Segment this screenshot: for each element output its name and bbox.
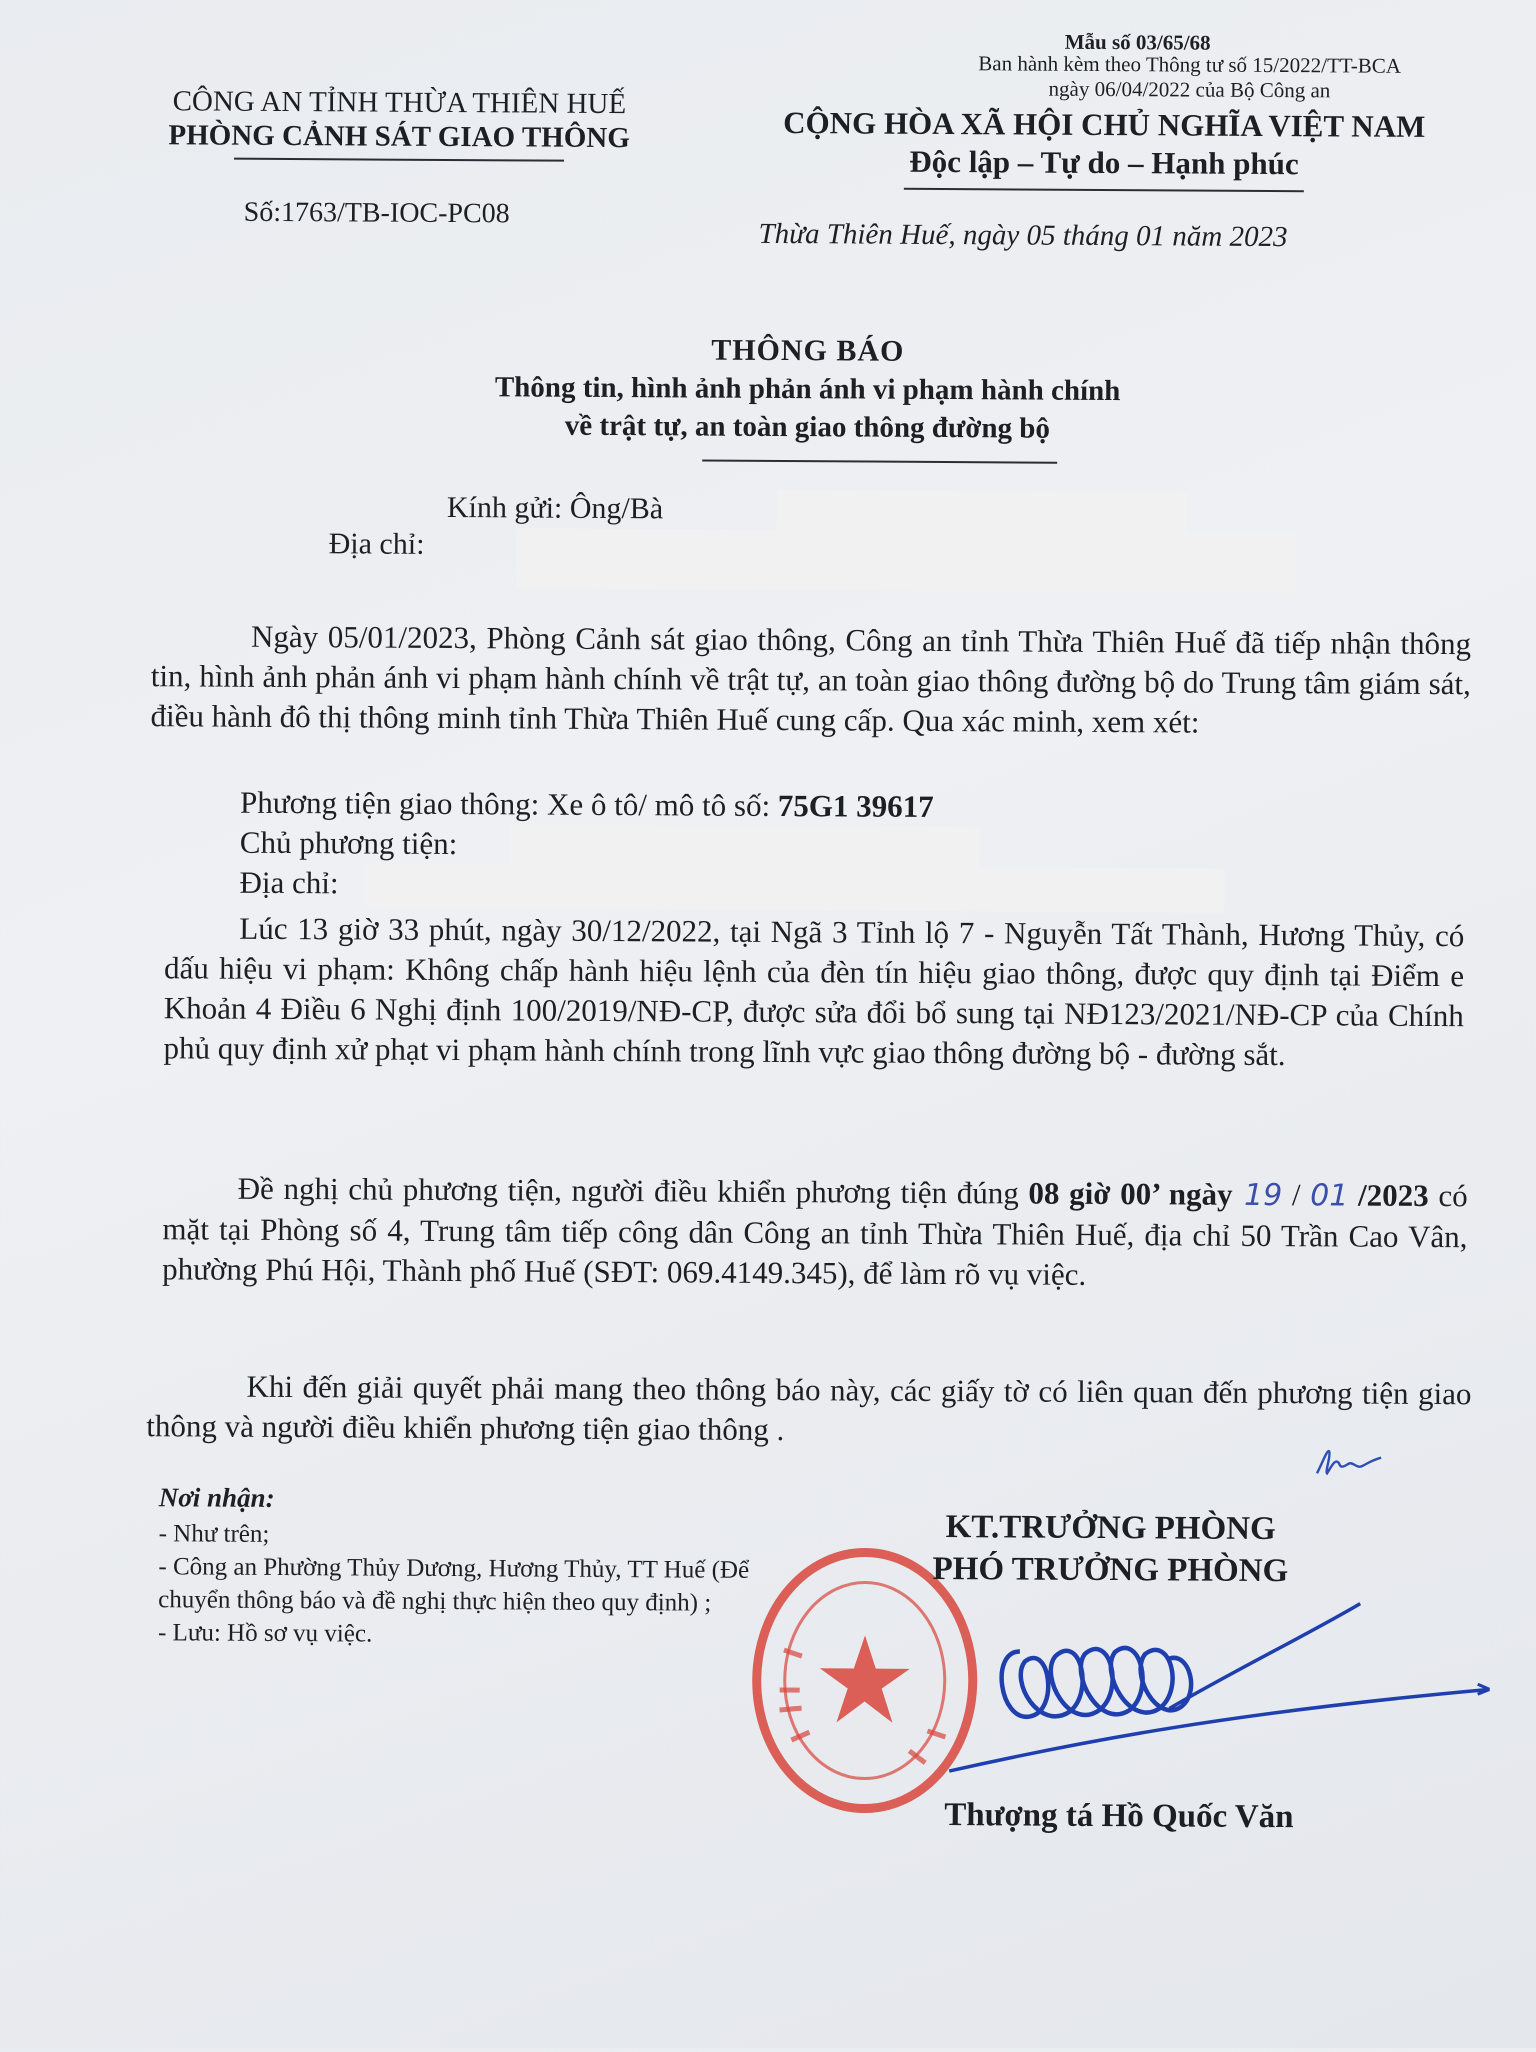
recipient-item: - Như trên; bbox=[158, 1520, 270, 1548]
republic-header bbox=[714, 104, 1494, 185]
title-sub-1: Thông tin, hình ảnh phản ánh vi phạm hành chính bbox=[494, 371, 1121, 408]
redacted-owner bbox=[510, 824, 980, 869]
owner-label: Chủ phương tiện: bbox=[239, 824, 458, 862]
document-number: Số:1763/TB-IOC-PC08 bbox=[243, 196, 510, 230]
issued-line-2: ngày 06/04/2022 của Bộ Công an bbox=[1048, 76, 1331, 103]
paragraph-violation: Lúc 13 giờ 33 phút, ngày 30/12/2022, tại Ngã 3 Tỉnh lộ 7 - Nguyễn Tất Thành, Hương Thủy, có dấu hiệu vi phạm: Không chấp hành hiệu lệnh của đèn tín hiệu giao thông, được quy định tại Điểm e Khoản 4 Điều 6 Nghị định 100/2019/NĐ-CP, được sửa đổi bổ sung tại NĐ123/2021/NĐ-CP của Chính phủ quy định xử phạt vi phạm hành chính trong lĩnh vực giao thông đường bộ - đường sắt. bbox=[163, 910, 1465, 1073]
agency-underline bbox=[234, 158, 564, 162]
paragraph-instructions: Khi đến giải quyết phải mang theo thông báo này, các giấy tờ có liên quan đến phương tiện giao thông và người điều khiển phương tiện giao thông . bbox=[146, 1368, 1472, 1448]
paragraph-appointment bbox=[162, 1168, 1468, 1297]
owner-address-line bbox=[239, 865, 338, 902]
handwritten-signature bbox=[929, 1591, 1490, 1794]
title-main: THÔNG BÁO bbox=[711, 333, 905, 368]
agency-header bbox=[119, 84, 679, 155]
recipients-label: Nơi nhận: bbox=[158, 1482, 275, 1513]
national-motto: Độc lập – Tự do – Hạnh phúc bbox=[909, 143, 1299, 182]
title-underline bbox=[702, 460, 1057, 464]
vehicle-label: Phương tiện giao thông: Xe ô tô/ mô tô số: bbox=[239, 784, 778, 824]
owner-line bbox=[240, 825, 458, 862]
recipient-item: - Lưu: Hồ sơ vụ việc. bbox=[157, 1619, 373, 1648]
appointment-year: /2023 bbox=[1348, 1177, 1429, 1213]
issued-by bbox=[889, 51, 1489, 105]
owner-address-label: Địa chỉ: bbox=[239, 864, 339, 901]
agency-parent: CÔNG AN TỈNH THỪA THIÊN HUẾ bbox=[172, 85, 627, 121]
signature-line-1: KT.TRƯỞNG PHÒNG bbox=[945, 1509, 1276, 1548]
signer-name: Thượng tá Hồ Quốc Văn bbox=[944, 1797, 1294, 1836]
place-date: Thừa Thiên Huế, ngày 05 tháng 01 năm 2023 bbox=[758, 217, 1288, 254]
initials-mark bbox=[1313, 1441, 1383, 1481]
appointment-time: 08 giờ 00’ ngày bbox=[1028, 1175, 1233, 1212]
title-sub-2: về trật tự, an toàn giao thông đường bộ bbox=[564, 409, 1051, 445]
signature-line-2: PHÓ TRƯỞNG PHÒNG bbox=[932, 1550, 1289, 1590]
recipient-address-label: Địa chỉ: bbox=[328, 527, 425, 561]
recipients-list bbox=[158, 1517, 779, 1653]
vehicle-plate: 75G1 39617 bbox=[777, 788, 934, 824]
motto-underline bbox=[904, 188, 1304, 192]
agency-department: PHÒNG CẢNH SÁT GIAO THÔNG bbox=[168, 119, 630, 155]
form-code: Mẫu số 03/65/68 bbox=[1064, 29, 1211, 55]
date-separator: / bbox=[1282, 1177, 1311, 1213]
issued-line-1: Ban hành kèm theo Thông tư số 15/2022/TT-BCA bbox=[978, 51, 1401, 78]
recipient-item: - Công an Phường Thủy Dương, Hương Thủy, TT Huế (Để chuyển thông báo và đề nghị thực hiện theo quy định) ; bbox=[158, 1553, 750, 1617]
redacted-name bbox=[777, 490, 1187, 535]
document-page bbox=[48, 0, 1500, 2052]
vehicle-line bbox=[240, 785, 934, 825]
appointment-text-b: có mặt tại Phòng số 4, Trung tâm tiếp công dân Công an tỉnh Thừa Thiên Huế, địa chỉ 50 Trần Cao Vân, phường Phú Hội, Thành phố Huế (SĐT: 069.4149.345), để làm rõ vụ việc. bbox=[162, 1177, 1468, 1292]
redacted-address bbox=[516, 528, 1296, 593]
handwritten-day: 19 bbox=[1232, 1177, 1283, 1214]
paragraph-intro: Ngày 05/01/2023, Phòng Cảnh sát giao thông, Công an tỉnh Thừa Thiên Huế đã tiếp nhận thông tin, hình ảnh phản ánh vi phạm hành chính về trật tự, an toàn giao thông đường bộ do Trung tâm giám sát, điều hành đô thị thông minh tỉnh Thừa Thiên Huế cung cấp. Qua xác minh, xem xét: bbox=[150, 618, 1472, 740]
greeting: Kính gửi: Ông/Bà bbox=[446, 490, 664, 526]
appointment-text-a: Đề nghị chủ phương tiện, người điều khiển phương tiện đúng bbox=[237, 1170, 1029, 1211]
handwritten-month: 01 bbox=[1310, 1178, 1349, 1214]
republic-name: CỘNG HÒA XÃ HỘI CHỦ NGHĨA VIỆT NAM bbox=[783, 105, 1426, 144]
redacted-owner-address bbox=[364, 863, 1224, 912]
signature-title bbox=[830, 1505, 1391, 1592]
document-title bbox=[197, 328, 1418, 449]
